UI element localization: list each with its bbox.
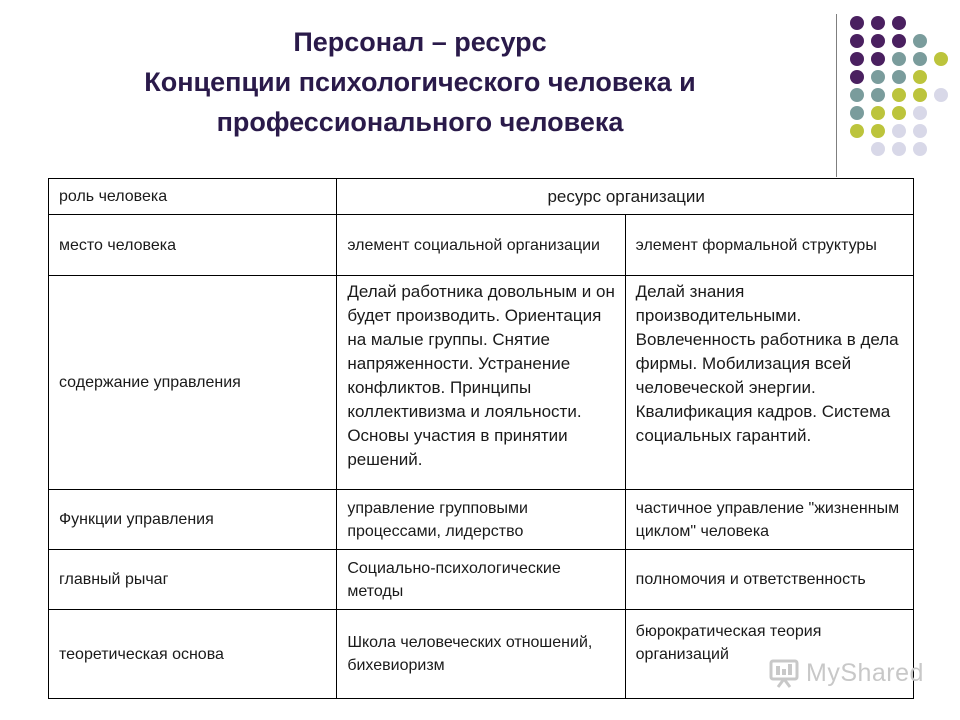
dot-teal xyxy=(892,52,906,66)
table-row xyxy=(49,215,914,276)
dot-lavender xyxy=(892,142,906,156)
table-row xyxy=(49,490,914,550)
dot-lavender xyxy=(913,106,927,120)
table-cell: Социально-психологические методы xyxy=(337,550,625,610)
dot-purple xyxy=(850,70,864,84)
dot-purple xyxy=(850,16,864,30)
dot-purple xyxy=(871,34,885,48)
dot-yellow xyxy=(892,88,906,102)
dot-lavender xyxy=(913,124,927,138)
table-cell: Делай работника довольным и он будет производить. Ориентация на малые группы. Снятие напряженности. Устранение конфликтов. Принципы коллективизма и лояльности. Основы участия в принятии решений. xyxy=(337,276,625,490)
dot-purple xyxy=(871,52,885,66)
dot-lavender xyxy=(871,142,885,156)
dot-yellow xyxy=(871,106,885,120)
table-row xyxy=(49,550,914,610)
comparison-table xyxy=(48,178,914,699)
title-line-1: Персонал – ресурс xyxy=(293,27,547,57)
table-cell: бюрократическая теория организаций xyxy=(625,610,913,699)
table-cell: частичное управление "жизненным циклом" человека xyxy=(625,490,913,550)
table-cell: управление групповыми процессами, лидерство xyxy=(337,490,625,550)
decorative-vertical-line xyxy=(836,14,837,177)
row-label: роль человека xyxy=(49,179,337,215)
dot-lavender xyxy=(934,88,948,102)
dot-lavender xyxy=(913,142,927,156)
row-label: место человека xyxy=(49,215,337,276)
dot-yellow xyxy=(892,106,906,120)
dot-teal xyxy=(913,34,927,48)
watermark-text: MyShared xyxy=(806,658,924,687)
dot-yellow xyxy=(871,124,885,138)
dot-purple xyxy=(850,52,864,66)
projector-screen-icon xyxy=(768,658,800,688)
dot-purple xyxy=(892,34,906,48)
title-line-3: профессионального человека xyxy=(216,107,624,137)
dot-teal xyxy=(892,70,906,84)
table-cell: элемент формальной структуры xyxy=(625,215,913,276)
dot-teal xyxy=(871,70,885,84)
dot-teal xyxy=(850,106,864,120)
dot-yellow xyxy=(913,88,927,102)
slide-title xyxy=(40,22,800,142)
dot-yellow xyxy=(913,70,927,84)
row-label: теоретическая основа xyxy=(49,610,337,699)
merged-cell: ресурс организации xyxy=(337,179,914,215)
dot-purple xyxy=(871,16,885,30)
row-label: главный рычаг xyxy=(49,550,337,610)
dot-teal xyxy=(850,88,864,102)
dot-yellow xyxy=(850,124,864,138)
dot-teal xyxy=(871,88,885,102)
title-line-2: Концепции психологического человека и xyxy=(144,67,696,97)
table-row xyxy=(49,179,914,215)
table-cell: Делай знания производительными. Вовлеченность работника в дела фирмы. Мобилизация всей человеческой энергии. Квалификация кадров. Система социальных гарантий. xyxy=(625,276,913,490)
watermark xyxy=(768,656,924,690)
table-cell: Школа человеческих отношений, бихевиоризм xyxy=(337,610,625,699)
table-row xyxy=(49,276,914,490)
dot-purple xyxy=(892,16,906,30)
table-cell: элемент социальной организации xyxy=(337,215,625,276)
dot-lavender xyxy=(892,124,906,138)
dot-purple xyxy=(850,34,864,48)
dot-teal xyxy=(913,52,927,66)
dot-yellow xyxy=(934,52,948,66)
table-cell: полномочия и ответственность xyxy=(625,550,913,610)
row-label: Функции управления xyxy=(49,490,337,550)
row-label: содержание управления xyxy=(49,276,337,490)
